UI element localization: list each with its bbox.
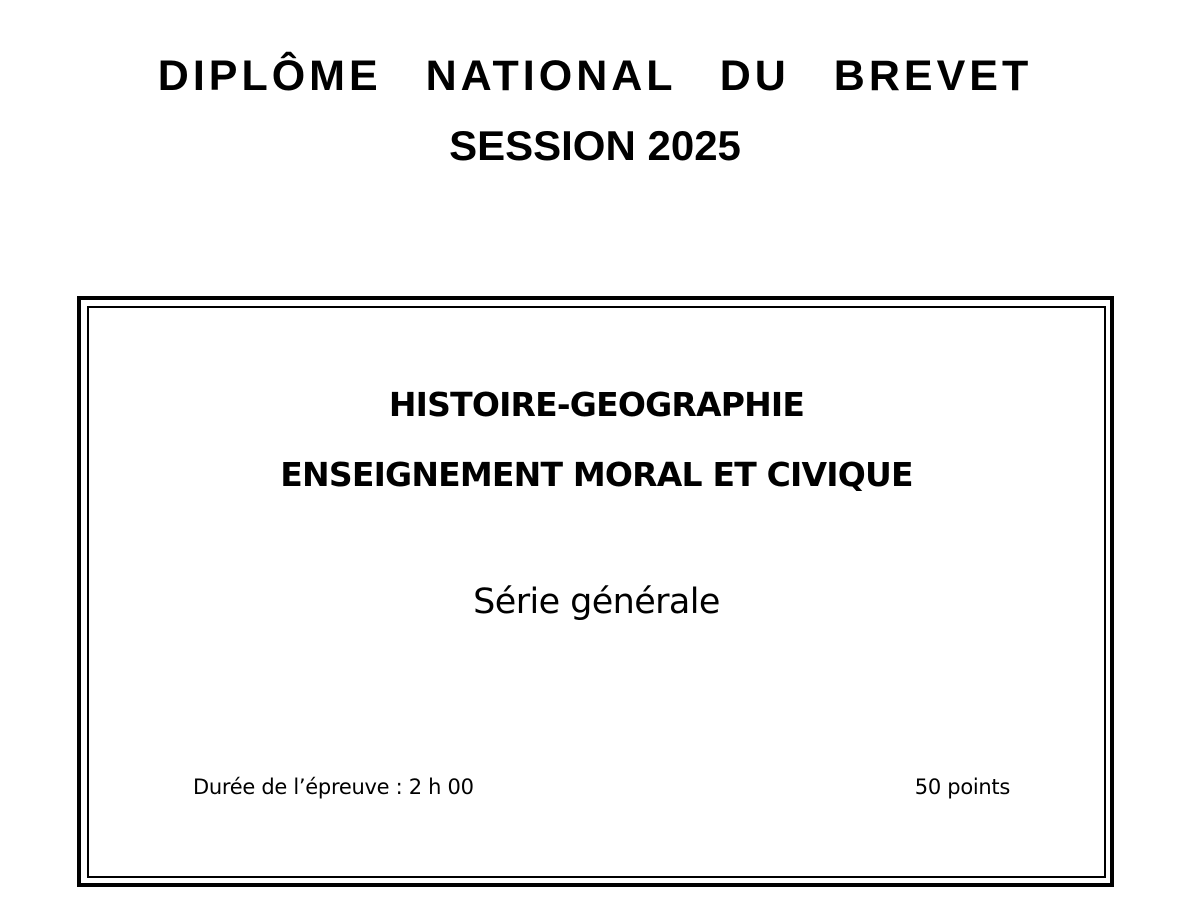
exam-title: DIPLÔME NATIONAL DU BREVET	[157, 52, 1033, 100]
exam-series: Série générale	[473, 582, 720, 622]
subject-title: HISTOIRE-GEOGRAPHIE	[388, 385, 805, 424]
exam-duration: Durée de l’épreuve : 2 h 00	[193, 775, 474, 799]
exam-points: 50 points	[914, 775, 1010, 799]
exam-session: SESSION 2025	[449, 122, 741, 169]
subject-subtitle: ENSEIGNEMENT MORAL ET CIVIQUE	[280, 455, 913, 494]
